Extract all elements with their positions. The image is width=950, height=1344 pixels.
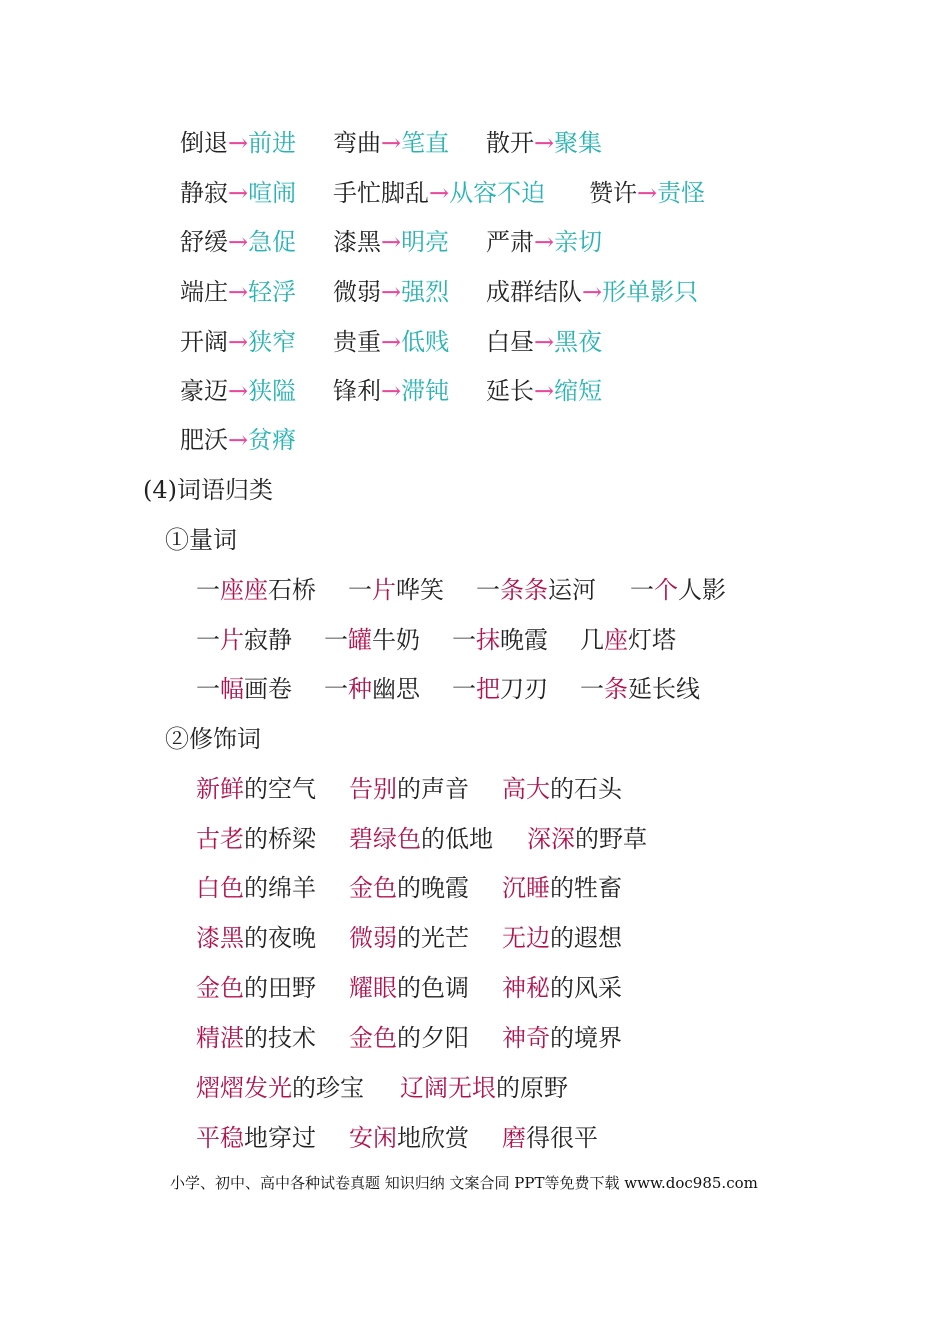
modifier: 告别 bbox=[349, 775, 397, 803]
modifier-phrase bbox=[196, 1023, 316, 1053]
measure-phrase bbox=[630, 575, 726, 605]
measure-word: 个 bbox=[654, 576, 678, 604]
modifier: 微弱 bbox=[349, 924, 397, 952]
modifier: 熠熠发光 bbox=[196, 1074, 292, 1102]
measure-phrase bbox=[324, 674, 420, 704]
modifier-phrase bbox=[349, 873, 469, 903]
antonym-pair bbox=[486, 227, 602, 257]
measure-phrase bbox=[452, 625, 548, 655]
antonym-opposite: 狭隘 bbox=[248, 377, 297, 405]
antonym-pair bbox=[180, 128, 296, 158]
antonym-pair bbox=[333, 327, 449, 357]
numeral: 一 bbox=[196, 626, 220, 654]
numeral: 一 bbox=[196, 675, 220, 703]
modifier: 平稳 bbox=[196, 1124, 244, 1152]
antonym-word: 散开 bbox=[486, 129, 534, 157]
head-word: 的境界 bbox=[550, 1024, 622, 1052]
modifier: 神奇 bbox=[502, 1024, 550, 1052]
antonym-pair bbox=[180, 327, 296, 357]
modifier-phrase bbox=[502, 1023, 622, 1053]
subsection-heading-modifiers: ②修饰词 bbox=[165, 725, 261, 753]
modifier-phrase bbox=[196, 873, 316, 903]
head-word: 的田野 bbox=[244, 974, 316, 1002]
antonym-pair bbox=[333, 277, 449, 307]
modifier: 古老 bbox=[196, 825, 244, 853]
modifier-phrase bbox=[349, 1123, 469, 1153]
modifier-phrase bbox=[502, 873, 622, 903]
head-word: 的夕阳 bbox=[397, 1024, 469, 1052]
noun: 寂静 bbox=[244, 626, 292, 654]
antonym-word: 弯曲 bbox=[333, 129, 381, 157]
measure-word: 片 bbox=[372, 576, 396, 604]
arrow-icon: → bbox=[637, 179, 658, 207]
modifier: 白色 bbox=[196, 874, 244, 902]
numeral: 一 bbox=[630, 576, 654, 604]
numeral: 一 bbox=[324, 675, 348, 703]
antonym-opposite: 低贱 bbox=[401, 328, 450, 356]
section-heading: (4)词语归类 bbox=[143, 476, 273, 504]
antonym-pair bbox=[486, 327, 602, 357]
arrow-icon: → bbox=[381, 278, 402, 306]
antonym-pair bbox=[333, 376, 449, 406]
head-word: 的石头 bbox=[550, 775, 622, 803]
modifier-phrase bbox=[196, 973, 316, 1003]
noun: 牛奶 bbox=[372, 626, 420, 654]
modifier-phrase bbox=[502, 923, 622, 953]
antonym-word: 赞许 bbox=[589, 179, 637, 207]
measure-word: 把 bbox=[476, 675, 500, 703]
antonym-pair bbox=[333, 227, 449, 257]
modifier-phrase bbox=[527, 824, 647, 854]
measure-word: 抹 bbox=[476, 626, 500, 654]
antonym-pair bbox=[180, 376, 296, 406]
modifier-phrase bbox=[196, 1073, 364, 1103]
antonym-opposite: 滞钝 bbox=[401, 377, 450, 405]
modifier: 金色 bbox=[196, 974, 244, 1002]
modifier-phrase bbox=[349, 973, 469, 1003]
head-word: 的晚霞 bbox=[397, 874, 469, 902]
arrow-icon: → bbox=[228, 179, 249, 207]
noun: 人影 bbox=[678, 576, 726, 604]
head-word: 的野草 bbox=[575, 825, 647, 853]
arrow-icon: → bbox=[228, 129, 249, 157]
measure-word: 幅 bbox=[220, 675, 244, 703]
head-word: 的珍宝 bbox=[292, 1074, 364, 1102]
arrow-icon: → bbox=[534, 129, 555, 157]
head-word: 的夜晚 bbox=[244, 924, 316, 952]
antonym-word: 静寂 bbox=[180, 179, 228, 207]
measure-phrase bbox=[580, 674, 700, 704]
head-word: 的声音 bbox=[397, 775, 469, 803]
antonym-word: 倒退 bbox=[180, 129, 228, 157]
measure-word: 条 bbox=[604, 675, 628, 703]
antonym-opposite: 急促 bbox=[248, 228, 297, 256]
numeral: 一 bbox=[452, 675, 476, 703]
arrow-icon: → bbox=[429, 179, 450, 207]
numeral: 一 bbox=[452, 626, 476, 654]
modifier-phrase bbox=[196, 774, 316, 804]
noun: 幽思 bbox=[372, 675, 420, 703]
antonym-opposite: 缩短 bbox=[554, 377, 603, 405]
subsection-heading-measure-words: ①量词 bbox=[165, 526, 237, 554]
antonym-word: 白昼 bbox=[486, 328, 534, 356]
antonym-word: 漆黑 bbox=[333, 228, 381, 256]
antonym-pair bbox=[333, 178, 545, 208]
modifier-phrase bbox=[196, 923, 316, 953]
head-word: 的低地 bbox=[421, 825, 493, 853]
head-word: 的光芒 bbox=[397, 924, 469, 952]
arrow-icon: → bbox=[381, 377, 402, 405]
head-word: 的牲畜 bbox=[550, 874, 622, 902]
antonym-pair bbox=[486, 376, 602, 406]
antonym-word: 开阔 bbox=[180, 328, 228, 356]
head-word: 的风采 bbox=[550, 974, 622, 1002]
antonym-word: 延长 bbox=[486, 377, 534, 405]
antonym-word: 手忙脚乱 bbox=[333, 179, 429, 207]
modifier-phrase bbox=[349, 923, 469, 953]
numeral: 一 bbox=[196, 576, 220, 604]
antonym-opposite: 喧闹 bbox=[248, 179, 297, 207]
antonym-word: 舒缓 bbox=[180, 228, 228, 256]
modifier: 磨 bbox=[502, 1124, 526, 1152]
head-word: 的技术 bbox=[244, 1024, 316, 1052]
head-word: 得很平 bbox=[526, 1124, 598, 1152]
measure-word: 座 bbox=[604, 626, 628, 654]
antonym-word: 贵重 bbox=[333, 328, 381, 356]
modifier-phrase bbox=[502, 1123, 598, 1153]
arrow-icon: → bbox=[381, 328, 402, 356]
head-word: 地欣赏 bbox=[397, 1124, 469, 1152]
measure-phrase bbox=[324, 625, 420, 655]
modifier: 金色 bbox=[349, 874, 397, 902]
measure-word: 罐 bbox=[348, 626, 372, 654]
antonym-opposite: 从容不迫 bbox=[449, 179, 546, 207]
antonym-word: 成群结队 bbox=[486, 278, 582, 306]
antonym-word: 端庄 bbox=[180, 278, 228, 306]
antonym-pair bbox=[486, 277, 698, 307]
modifier: 无边 bbox=[502, 924, 550, 952]
numeral: 一 bbox=[324, 626, 348, 654]
noun: 晚霞 bbox=[500, 626, 548, 654]
modifier-phrase bbox=[196, 824, 316, 854]
head-word: 的色调 bbox=[397, 974, 469, 1002]
antonym-pair bbox=[180, 277, 296, 307]
antonym-opposite: 黑夜 bbox=[554, 328, 603, 356]
head-word: 地穿过 bbox=[244, 1124, 316, 1152]
modifier-phrase bbox=[349, 824, 493, 854]
antonym-opposite: 贫瘠 bbox=[248, 426, 297, 454]
numeral: 一 bbox=[348, 576, 372, 604]
measure-phrase bbox=[476, 575, 596, 605]
modifier: 精湛 bbox=[196, 1024, 244, 1052]
antonym-opposite: 形单影只 bbox=[602, 278, 699, 306]
arrow-icon: → bbox=[381, 129, 402, 157]
antonym-opposite: 前进 bbox=[248, 129, 297, 157]
head-word: 的绵羊 bbox=[244, 874, 316, 902]
measure-phrase bbox=[452, 674, 548, 704]
antonym-opposite: 笔直 bbox=[401, 129, 450, 157]
page-footer: 小学、初中、高中各种试卷真题 知识归纳 文案合同 PPT等免费下载 www.doc985.com bbox=[170, 1174, 758, 1192]
modifier: 神秘 bbox=[502, 974, 550, 1002]
numeral: 一 bbox=[476, 576, 500, 604]
head-word: 的遐想 bbox=[550, 924, 622, 952]
noun: 哗笑 bbox=[396, 576, 444, 604]
antonym-pair bbox=[333, 128, 449, 158]
noun: 灯塔 bbox=[628, 626, 676, 654]
measure-word: 片 bbox=[220, 626, 244, 654]
antonym-pair bbox=[589, 178, 705, 208]
modifier: 安闲 bbox=[349, 1124, 397, 1152]
antonym-pair bbox=[180, 425, 296, 455]
modifier: 耀眼 bbox=[349, 974, 397, 1002]
measure-word: 种 bbox=[348, 675, 372, 703]
antonym-opposite: 亲切 bbox=[554, 228, 603, 256]
measure-phrase bbox=[196, 575, 316, 605]
arrow-icon: → bbox=[534, 377, 555, 405]
measure-phrase bbox=[196, 625, 292, 655]
arrow-icon: → bbox=[228, 228, 249, 256]
head-word: 的空气 bbox=[244, 775, 316, 803]
modifier: 深深 bbox=[527, 825, 575, 853]
modifier: 新鲜 bbox=[196, 775, 244, 803]
arrow-icon: → bbox=[534, 228, 555, 256]
arrow-icon: → bbox=[228, 328, 249, 356]
antonym-opposite: 明亮 bbox=[401, 228, 450, 256]
antonym-pair bbox=[180, 178, 296, 208]
measure-phrase bbox=[580, 625, 676, 655]
modifier-phrase bbox=[349, 774, 469, 804]
antonym-word: 微弱 bbox=[333, 278, 381, 306]
antonym-word: 锋利 bbox=[333, 377, 381, 405]
modifier-phrase bbox=[502, 774, 622, 804]
arrow-icon: → bbox=[228, 426, 249, 454]
antonym-opposite: 狭窄 bbox=[248, 328, 297, 356]
noun: 运河 bbox=[548, 576, 596, 604]
head-word: 的桥梁 bbox=[244, 825, 316, 853]
arrow-icon: → bbox=[228, 278, 249, 306]
modifier: 沉睡 bbox=[502, 874, 550, 902]
noun: 刀刃 bbox=[500, 675, 548, 703]
arrow-icon: → bbox=[582, 278, 603, 306]
antonym-opposite: 轻浮 bbox=[248, 278, 297, 306]
arrow-icon: → bbox=[228, 377, 249, 405]
modifier-phrase bbox=[196, 1123, 316, 1153]
head-word: 的原野 bbox=[496, 1074, 568, 1102]
modifier: 金色 bbox=[349, 1024, 397, 1052]
numeral: 一 bbox=[580, 675, 604, 703]
antonym-word: 肥沃 bbox=[180, 426, 228, 454]
modifier: 高大 bbox=[502, 775, 550, 803]
numeral: 几 bbox=[580, 626, 604, 654]
noun: 延长线 bbox=[628, 675, 700, 703]
measure-word: 座座 bbox=[220, 576, 268, 604]
modifier: 辽阔无垠 bbox=[400, 1074, 496, 1102]
modifier-phrase bbox=[349, 1023, 469, 1053]
antonym-pair bbox=[180, 227, 296, 257]
antonym-opposite: 聚集 bbox=[554, 129, 603, 157]
antonym-opposite: 责怪 bbox=[657, 179, 706, 207]
antonym-word: 严肃 bbox=[486, 228, 534, 256]
noun: 石桥 bbox=[268, 576, 316, 604]
modifier: 碧绿色 bbox=[349, 825, 421, 853]
modifier: 漆黑 bbox=[196, 924, 244, 952]
antonym-opposite: 强烈 bbox=[401, 278, 450, 306]
noun: 画卷 bbox=[244, 675, 292, 703]
measure-word: 条条 bbox=[500, 576, 548, 604]
measure-phrase bbox=[196, 674, 292, 704]
antonym-pair bbox=[486, 128, 602, 158]
modifier-phrase bbox=[400, 1073, 568, 1103]
arrow-icon: → bbox=[534, 328, 555, 356]
measure-phrase bbox=[348, 575, 444, 605]
arrow-icon: → bbox=[381, 228, 402, 256]
modifier-phrase bbox=[502, 973, 622, 1003]
antonym-word: 豪迈 bbox=[180, 377, 228, 405]
